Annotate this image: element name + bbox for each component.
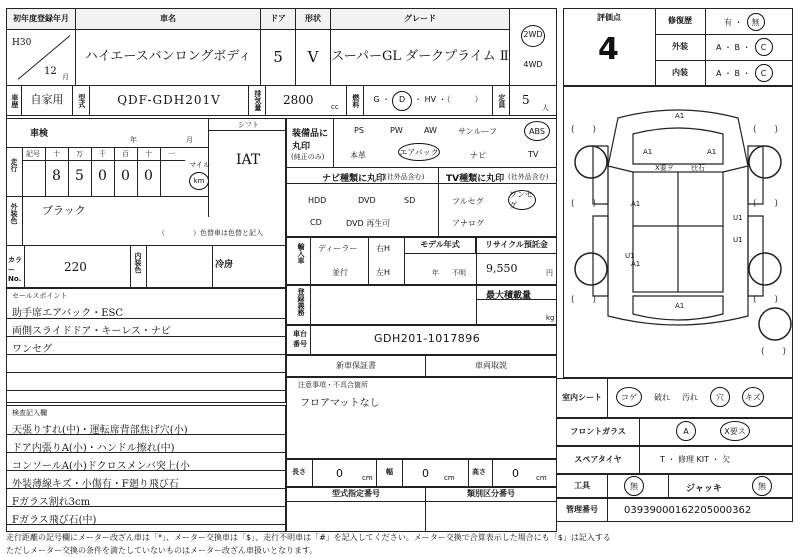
inspection-month-unit: 月 — [186, 136, 193, 144]
exterior-ab: A ・ B ・ — [716, 42, 751, 52]
wheel-rl — [575, 253, 607, 285]
month-unit: 月 — [62, 73, 69, 81]
damage-mark: ﾋﾋ石 — [691, 164, 705, 172]
color-no-label: カラーNo. — [8, 256, 22, 283]
mileage-digit-label: 記号 — [26, 150, 40, 158]
damage-mark: A1 — [675, 112, 685, 120]
km-label — [189, 172, 209, 190]
equipment-sublabel: (純正のみ) — [291, 153, 325, 161]
mileage-digit-value: 0 — [98, 168, 107, 184]
fuel-hv: ・ HV ・（ ） — [414, 95, 483, 105]
nav-opt-sd: SD — [404, 196, 416, 205]
inspector-item: コンソールA(小)ドクロスメンバ突上(小 — [12, 461, 190, 472]
tv-opt-fullseg: フルセグ — [452, 197, 484, 206]
grade-value: スーパーGL ダークプライム Ⅱ — [330, 29, 510, 86]
recycle-label: リサイクル預託金 — [476, 237, 557, 254]
color-no-value: 220 — [64, 260, 87, 274]
aircon-label: 冷房 — [215, 260, 234, 270]
interior-ab: A ・ B ・ — [716, 68, 751, 78]
capacity-label: 定員 — [492, 85, 510, 116]
length-value: 0 — [336, 467, 343, 480]
height-value: 0 — [512, 467, 519, 480]
damage-mark: A1 — [631, 260, 641, 268]
km-text: km — [193, 177, 205, 185]
repair-opts — [724, 13, 765, 31]
mileage-label: 走行 — [10, 158, 18, 172]
model-value: QDF-GDH201V — [89, 85, 249, 116]
model-year-year: 年 — [432, 269, 439, 277]
width-label: 幅 — [386, 468, 393, 476]
width-unit: cm — [444, 474, 455, 482]
glass-a-text: A — [683, 426, 689, 436]
max-load-unit: kg — [546, 314, 555, 322]
equipment-item: エアバック — [398, 143, 440, 161]
length-label: 長さ — [292, 468, 306, 476]
capacity-cell — [509, 85, 557, 116]
category-no-label: 類別区分番号 — [467, 489, 515, 499]
import-left-h: 左H — [376, 268, 391, 277]
inspector-item: 天張りすれ(中)・運転席背部焦げ穴(小) — [12, 425, 188, 436]
notes-label: 注意事項・不具合箇所 — [298, 381, 368, 389]
mileage-digit-value: 5 — [75, 168, 84, 184]
inspector-item: 外装薄線キズ・小傷有・F廻り飛び石 — [12, 479, 179, 490]
tv-oneseg-text: ワンセグ — [509, 190, 533, 210]
fuel-g: G ・ — [373, 95, 391, 105]
equipment-item: PS — [354, 126, 364, 135]
fuel-d: D — [392, 91, 412, 111]
model-year-label: モデル年式 — [404, 237, 476, 254]
damage-mark: A1 — [675, 302, 685, 310]
svg-text:( ): ( ) — [571, 199, 597, 209]
month-value: 12 — [44, 66, 57, 77]
max-load-label: 最大積載量 — [486, 291, 532, 301]
equipment-item: PW — [390, 126, 403, 135]
mileage-digit-label: 一 — [168, 150, 175, 158]
equipment-item: ナビ — [470, 151, 486, 160]
capacity-value: 5 — [522, 93, 530, 107]
drive-cell — [509, 8, 557, 86]
jack-value — [752, 476, 772, 496]
inspector-item: Fガラス飛び石(中) — [12, 515, 97, 526]
import-dealer: ディーラー — [318, 244, 358, 253]
spare-opts: T ・ 修理 KIT ・ 欠 — [660, 455, 731, 464]
fuel-label: 燃料 — [346, 85, 364, 116]
door-label: ドア — [260, 8, 296, 30]
exterior-c: C — [755, 38, 773, 56]
wheel-fl — [575, 146, 607, 178]
repair-label: 修復歴 — [668, 15, 692, 25]
shift-value: IAT — [236, 152, 261, 168]
nav-label: ナビ種類に丸印 — [322, 174, 386, 184]
tools-value — [624, 476, 644, 496]
tv-opt-analog: アナログ — [452, 219, 484, 228]
repair-no: 無 — [747, 13, 765, 31]
interior-label: 内装色 — [134, 252, 142, 273]
mileage-digit-value: 8 — [52, 168, 61, 184]
mileage-digit-label: 千 — [99, 150, 106, 158]
tools-value-text: 無 — [630, 481, 638, 491]
score-value: 4 — [598, 32, 619, 67]
displacement-value: 2800 — [283, 93, 314, 107]
mgmt-label: 管理番号 — [556, 498, 608, 522]
drive-2wd: 2WD — [521, 25, 545, 47]
svg-text:( ): ( ) — [753, 125, 779, 135]
recycle-value: 9,550 — [486, 262, 518, 275]
jack-value-text: 無 — [758, 481, 766, 491]
seat-scratch: キズ — [742, 387, 764, 407]
nav-opt-dvd-play: DVD 再生可 — [346, 219, 391, 228]
sales-point-item: 助手席エアバック・ESC — [12, 308, 124, 319]
damage-mark: U1 — [625, 252, 635, 260]
equipment-item: AW — [424, 126, 437, 135]
seat-opts — [616, 387, 764, 407]
mileage-digit-label: 十 — [145, 150, 152, 158]
sales-point-item: ワンセグ — [12, 344, 52, 355]
year-value: H30 — [12, 38, 32, 48]
glass-x-text: X要ス — [724, 426, 746, 436]
svg-text:( ): ( ) — [571, 295, 597, 305]
inspector-item: ドア内張りA(小)・ハンドル擦れ(中) — [12, 443, 175, 454]
model-year-unknown: 不明 — [452, 269, 466, 277]
svg-text:( ): ( ) — [571, 125, 597, 135]
mileage-digit-value: 0 — [144, 168, 153, 184]
damage-mark: U1 — [733, 236, 743, 244]
inspection-year-unit: 年 — [130, 136, 137, 144]
equipment-item: TV — [528, 150, 539, 159]
shape-value: V — [295, 29, 331, 86]
model-label: 型式 — [72, 85, 90, 116]
mileage-digit-label: 十 — [53, 150, 60, 158]
footer-line-1: 走行距離の記号欄にメーター改ざん車は「*」、メーター交換車は「$」、走行不明車は「#」を記入してください。メーター交換で合算表示した場合にも「$」は記入する — [6, 533, 611, 542]
score-label: 評価点 — [597, 12, 621, 22]
notes-value: フロアマットなし — [300, 398, 380, 409]
equipment-item: サンルーフ — [458, 127, 497, 136]
spare-wheel — [759, 308, 791, 340]
interior-c: C — [755, 64, 773, 82]
import-right-h: 右H — [376, 244, 391, 253]
glass-x — [720, 421, 750, 441]
seat-label: 室内シート — [556, 378, 608, 418]
mileage-digit-label: 百 — [122, 150, 129, 158]
damage-mark: A1 — [707, 148, 717, 156]
seat-dirt: 汚れ — [682, 392, 698, 402]
inspection-label: 車検 — [30, 129, 49, 139]
equipment-item: ABS — [524, 121, 550, 141]
import-parallel: 並行 — [332, 268, 348, 277]
tv-opt-oneseg — [508, 190, 536, 210]
damage-mark: A1 — [643, 148, 653, 156]
nav-opt-dvd: DVD — [358, 196, 376, 205]
wheel-rr — [749, 253, 781, 285]
seat-hole: 穴 — [710, 387, 730, 407]
damage-mark: A1 — [631, 200, 641, 208]
grade-label: グレード — [330, 8, 510, 30]
shape-label: 形状 — [295, 8, 331, 30]
displacement-unit: cc — [331, 103, 339, 111]
tools-label: 工具 — [556, 474, 608, 498]
mileage-digit-label: 万 — [76, 150, 83, 158]
jack-label: ジャッキ — [686, 484, 722, 494]
frame-value: GDH201-1017896 — [374, 332, 481, 345]
fuel-cell — [363, 85, 493, 116]
registration-label: 登録義務 — [297, 288, 305, 316]
height-unit: cm — [536, 474, 547, 482]
sales-point-item: 両側スライドドア・キーレス・ナビ — [12, 326, 171, 337]
seat-tear: 破れ — [654, 392, 670, 402]
svg-text:( ): ( ) — [761, 347, 787, 357]
glass-a — [676, 421, 696, 441]
capacity-unit: 人 — [542, 104, 549, 112]
footer-line-2: ただしメーター交換の条件を満たしていないものはメーター改ざん車扱いとなります。 — [6, 546, 318, 555]
drive-4wd: 4WD — [523, 59, 543, 69]
nav-opt-hdd: HDD — [308, 196, 327, 205]
displacement-label: 排気量 — [248, 85, 266, 116]
tv-sub: (社外品含む) — [508, 173, 549, 181]
frame-label: 車台番号 — [293, 330, 307, 348]
door-value: 5 — [260, 29, 296, 86]
nav-opt-cd: CD — [310, 218, 322, 227]
spare-label: スペアタイヤ — [556, 446, 640, 474]
shift-label: シフト — [238, 121, 259, 129]
car-diagram — [563, 86, 793, 378]
color-label: 外装色 — [10, 203, 18, 224]
glass-label: フロントガラス — [556, 418, 640, 446]
length-unit: cm — [362, 474, 373, 482]
width-value: 0 — [422, 467, 429, 480]
recycle-unit: 円 — [546, 269, 553, 277]
repair-yes: 有 ・ — [724, 17, 743, 27]
import-label: 輸入車 — [297, 243, 305, 264]
new-warranty: 新車保証書 — [336, 360, 376, 370]
car-name-value: ハイエースバンロングボディ — [75, 29, 261, 86]
manual: 車両取説 — [475, 360, 507, 370]
category-value: 自家用 — [21, 85, 73, 116]
inspector-item: Fガラス割れ3cm — [12, 497, 91, 508]
equipment-item: 本革 — [350, 151, 366, 160]
interior-opts — [716, 64, 773, 82]
inspector-label: 検査記入欄 — [12, 409, 47, 417]
seat-burn: コゲ — [616, 387, 642, 407]
equipment-label: 装備品に丸印 — [292, 129, 329, 152]
sales-points-label: セールスポイント — [12, 292, 68, 300]
reg-year-label: 初年度登録年月 — [6, 8, 76, 30]
svg-text:( ): ( ) — [753, 199, 779, 209]
tv-label: TV種類に丸印 — [446, 174, 505, 184]
category-label: 車歴 — [6, 85, 22, 116]
mgmt-value: 0393900016220500036​2 — [624, 505, 752, 516]
color-value: ブラック — [42, 204, 86, 217]
interior-rating-label: 内装 — [672, 67, 688, 77]
svg-text:( ): ( ) — [753, 295, 779, 305]
exterior-opts — [716, 38, 773, 56]
type-no-label: 型式指定番号 — [332, 489, 380, 499]
color-note: （ ）色替車は色替と記入 — [158, 229, 263, 237]
nav-sub: (社外品含む) — [384, 173, 425, 181]
mileage-digit-value: 0 — [121, 168, 130, 184]
car-name-label: 車名 — [75, 8, 261, 30]
damage-mark: U1 — [733, 214, 743, 222]
wheel-fr — [749, 146, 781, 178]
mile-label: マイル — [189, 161, 210, 169]
damage-mark: X要ヲ — [655, 164, 674, 172]
exterior-label: 外装 — [672, 41, 688, 51]
height-label: 高さ — [472, 468, 486, 476]
